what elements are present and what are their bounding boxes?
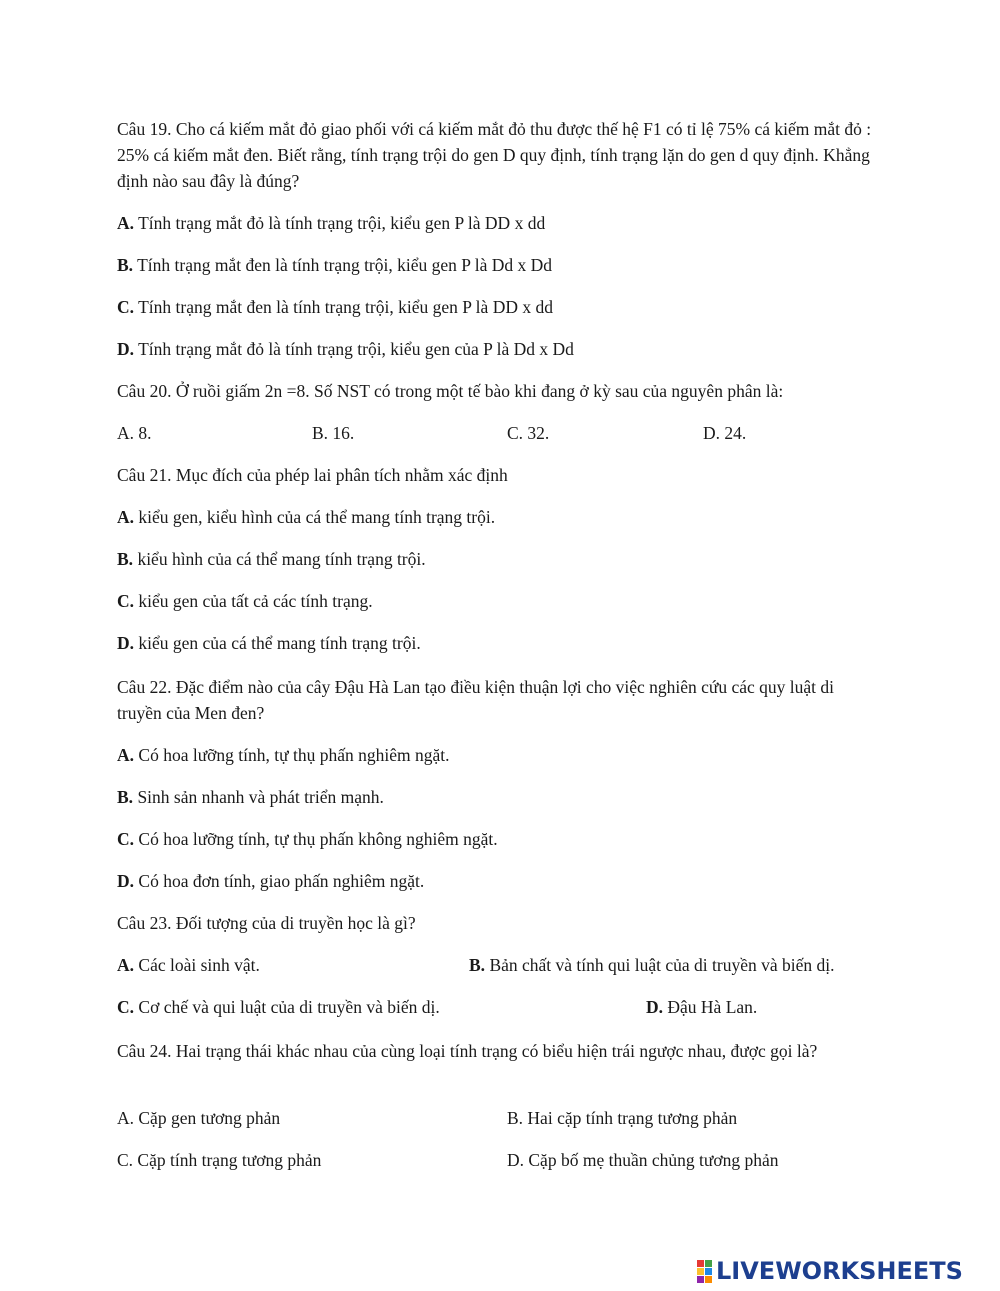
question-20-option-b[interactable]: B. 16. [312,423,355,443]
option-text: Có hoa đơn tính, giao phấn nghiêm ngặt. [134,871,425,891]
question-24-option-d[interactable]: D. Cặp bố mẹ thuần chủng tương phản [507,1150,779,1170]
question-23-option-a[interactable] [117,952,260,978]
option-label: D. [646,997,664,1017]
liveworksheets-logo [697,1256,963,1286]
option-text: Tính trạng mắt đỏ là tính trạng trội, kiểu gen P là DD x dd [134,213,546,233]
option-label: A. [117,213,135,233]
question-23-option-d[interactable] [646,994,757,1020]
option-text: kiểu gen của cá thể mang tính trạng trội. [134,633,421,653]
question-19-option-a[interactable] [117,210,545,236]
question-22-option-b[interactable] [117,784,384,810]
option-label: B. [469,955,486,975]
question-21-option-c[interactable] [117,588,373,614]
question-22-option-a[interactable] [117,742,450,768]
option-label: C. [117,297,135,317]
question-23-option-c[interactable] [117,994,440,1020]
logo-square [705,1260,712,1267]
question-19-stem: Câu 19. Cho cá kiếm mắt đỏ giao phối với cá kiếm mắt đỏ thu được thế hệ F1 có tỉ lệ 75% cá kiếm mắt đỏ : 25% cá kiếm mắt đen. Biết rằng, tính trạng trội do gen D quy định, tính trạng lặn do gen d quy định. Khẳng định nào sau đây là đúng? [117,119,872,191]
question-24-option-c[interactable]: C. Cặp tính trạng tương phản [117,1150,322,1170]
question-20-option-d[interactable]: D. 24. [703,423,747,443]
question-20-option-a[interactable]: A. 8. [117,423,152,443]
option-label: A. [117,507,135,527]
option-label: A. [117,955,135,975]
question-21-option-d[interactable] [117,630,421,656]
option-text: Tính trạng mắt đỏ là tính trạng trội, kiểu gen của P là Dd x Dd [134,339,574,359]
option-label: D. [117,339,135,359]
logo-square [697,1260,704,1267]
option-text: kiểu gen, kiểu hình của cá thể mang tính trạng trội. [134,507,496,527]
question-21-option-a[interactable] [117,504,495,530]
option-text: Các loài sinh vật. [134,955,260,975]
logo-square [705,1268,712,1275]
option-text: Sinh sản nhanh và phát triển mạnh. [133,787,384,807]
question-22-option-c[interactable] [117,826,498,852]
logo-square [705,1276,712,1283]
option-text: Tính trạng mắt đen là tính trạng trội, kiểu gen P là Dd x Dd [133,255,553,275]
logo-square [697,1268,704,1275]
logo-square [697,1276,704,1283]
liveworksheets-logo-text: LIVEWORKSHEETS [716,1257,963,1285]
question-20-stem: Câu 20. Ở ruồi giấm 2n =8. Số NST có trong một tế bào khi đang ở kỳ sau của nguyên phân là: [117,381,784,401]
liveworksheets-logo-icon [697,1260,712,1283]
option-label: B. [117,787,134,807]
question-24-stem: Câu 24. Hai trạng thái khác nhau của cùng loại tính trạng có biểu hiện trái ngược nhau, được gọi là? [117,1041,818,1061]
option-label: A. [117,745,135,765]
question-19-option-d[interactable] [117,336,574,362]
question-22-stem: Câu 22. Đặc điểm nào của cây Đậu Hà Lan tạo điều kiện thuận lợi cho việc nghiên cứu các quy luật di truyền của Men đen? [117,677,835,723]
question-20-option-c[interactable]: C. 32. [507,423,550,443]
question-24-option-b[interactable]: B. Hai cặp tính trạng tương phản [507,1108,738,1128]
option-text: kiểu hình của cá thể mang tính trạng trội. [133,549,426,569]
option-label: D. [117,633,135,653]
question-23-option-b[interactable] [469,952,834,978]
question-22-option-d[interactable] [117,868,424,894]
option-text: kiểu gen của tất cả các tính trạng. [134,591,373,611]
question-23-stem: Câu 23. Đối tượng của di truyền học là gì? [117,913,416,933]
option-text: Đậu Hà Lan. [663,997,758,1017]
option-label: C. [117,591,135,611]
option-text: Có hoa lưỡng tính, tự thụ phấn nghiêm ngặt. [134,745,450,765]
option-text: Cơ chế và qui luật của di truyền và biến dị. [134,997,440,1017]
option-label: B. [117,255,134,275]
option-label: B. [117,549,134,569]
question-24-option-a[interactable]: A. Cặp gen tương phản [117,1108,281,1128]
option-text: Tính trạng mắt đen là tính trạng trội, kiểu gen P là DD x dd [134,297,553,317]
question-21-stem: Câu 21. Mục đích của phép lai phân tích nhằm xác định [117,465,508,485]
option-label: C. [117,997,135,1017]
option-label: D. [117,871,135,891]
question-19-option-c[interactable] [117,294,553,320]
question-19-option-b[interactable] [117,252,552,278]
option-text: Có hoa lưỡng tính, tự thụ phấn không nghiêm ngặt. [134,829,498,849]
question-21-option-b[interactable] [117,546,426,572]
option-text: Bản chất và tính qui luật của di truyền và biến dị. [485,955,835,975]
option-label: C. [117,829,135,849]
